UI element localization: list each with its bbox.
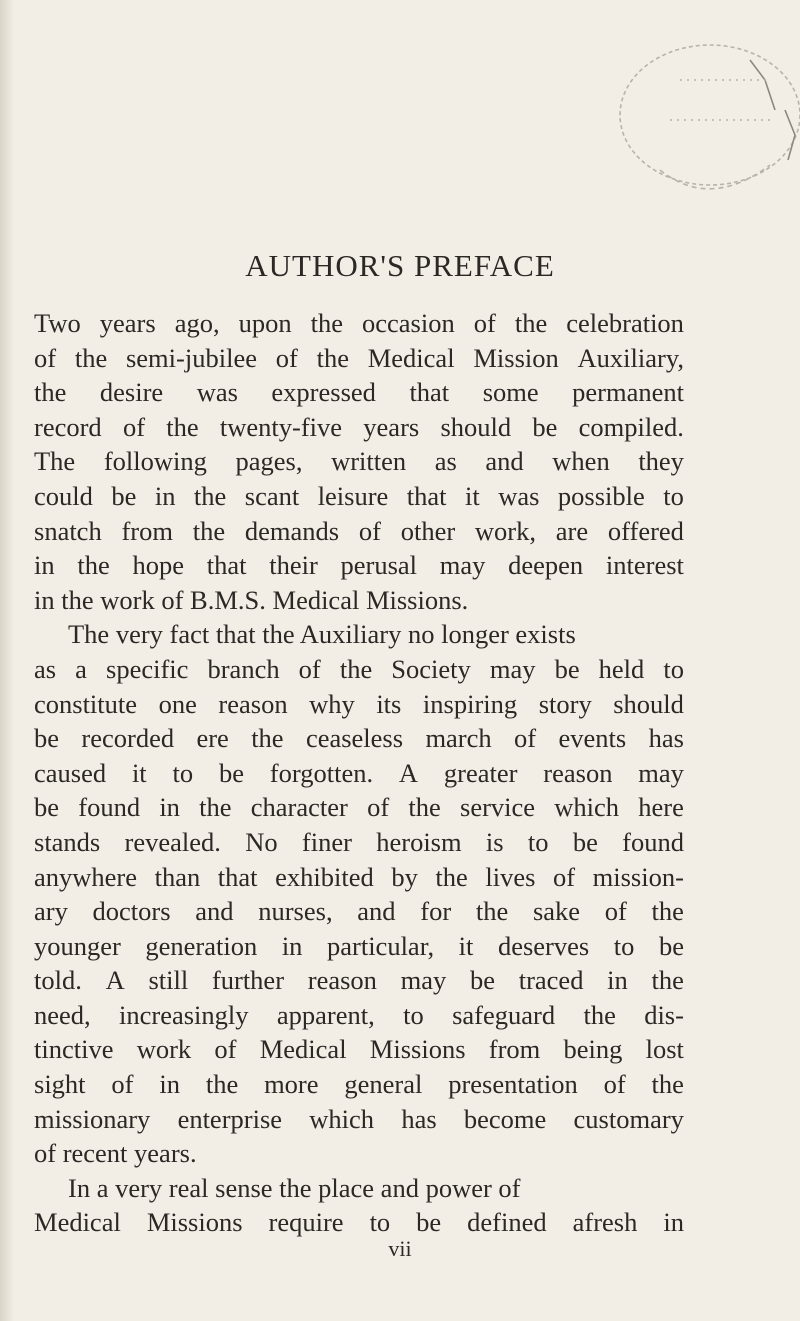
body-text — [34, 306, 684, 1240]
text-line: be found in the character of the service which here — [34, 792, 684, 823]
text-line: sight of in the more general presentation of the — [34, 1069, 684, 1100]
text-line: The very fact that the Auxiliary no longer exists — [68, 619, 576, 650]
text-line: caused it to be forgotten. A greater reason may — [34, 757, 684, 788]
text-line: tinctive work of Medical Missions from being lost — [34, 1034, 684, 1065]
library-stamp — [600, 40, 800, 210]
text-line: younger generation in particular, it deserves to be — [34, 930, 684, 961]
text-line: snatch from the demands of other work, are offered — [34, 515, 684, 546]
text-line: Two years ago, upon the occasion of the celebration — [34, 308, 684, 338]
text-line: constitute one reason why its inspiring story should — [34, 688, 684, 719]
text-line: need, increasingly apparent, to safeguard the dis- — [34, 999, 684, 1030]
text-line: In a very real sense the place and power of — [68, 1172, 521, 1203]
text-line: of recent years. — [34, 1138, 197, 1169]
text-line: stands revealed. No finer heroism is to be found — [34, 826, 684, 857]
text-line: ary doctors and nurses, and for the sake of the — [34, 896, 684, 927]
text-line: told. A still further reason may be traced in the — [34, 965, 684, 996]
page-gutter-shadow — [0, 0, 14, 1321]
text-line: record of the twenty-five years should be compiled. — [34, 411, 684, 442]
page-title: AUTHOR'S PREFACE — [245, 248, 555, 283]
text-line: of the semi-jubilee of the Medical Mission Auxiliary, — [34, 342, 684, 373]
text-line: The following pages, written as and when they — [34, 446, 684, 477]
text-line: as a specific branch of the Society may be held to — [34, 653, 684, 684]
text-line: in the hope that their perusal may deepen interest — [34, 550, 684, 581]
text-line: the desire was expressed that some permanent — [34, 377, 684, 408]
text-line: could be in the scant leisure that it was possible to — [34, 480, 684, 511]
text-line: be recorded ere the ceaseless march of events has — [34, 723, 684, 754]
page-number: vii — [388, 1236, 412, 1261]
text-line: Medical Missions require to be defined afresh in — [34, 1207, 684, 1238]
text-line: anywhere than that exhibited by the lives of mission- — [34, 861, 684, 892]
text-line: missionary enterprise which has become customary — [34, 1103, 684, 1134]
text-line: in the work of B.M.S. Medical Missions. — [34, 584, 469, 615]
